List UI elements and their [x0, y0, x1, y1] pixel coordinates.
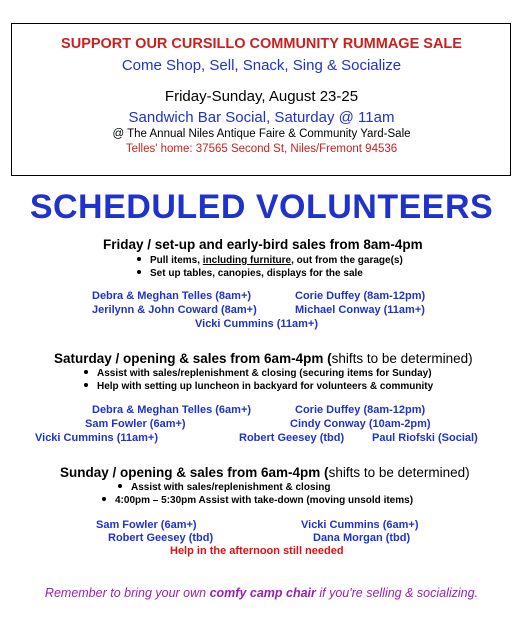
- bullet-text: 4:00pm – 5:30pm Assist with take-down (moving unsold items): [115, 495, 414, 506]
- sale-dates: Friday-Sunday, August 23-25: [164, 88, 359, 105]
- saturday-volunteer: Vicki Cummins (11am+): [35, 432, 158, 444]
- friday-volunteer: Jerilynn & John Coward (8am+): [92, 304, 257, 316]
- saturday-bullet-2: [84, 381, 433, 392]
- sunday-volunteer: Sam Fowler (6am+): [96, 519, 197, 531]
- friday-title: Friday / set-up and early-bird sales from 8am-4pm: [103, 237, 423, 252]
- address-line: Telles' home: 37565 Second St, Niles/Fremont 94536: [125, 143, 398, 155]
- friday-bullet-2: [137, 268, 363, 279]
- bullet-dot: [84, 370, 88, 374]
- saturday-title: [54, 351, 473, 366]
- sunday-volunteer: Robert Geesey (tbd): [108, 532, 214, 544]
- sale-title: SUPPORT OUR CURSILLO COMMUNITY RUMMAGE SALE: [61, 36, 462, 52]
- friday-volunteer: Debra & Meghan Telles (8am+): [92, 290, 252, 302]
- title-main: Sunday / opening & sales from 6am-4pm (: [60, 465, 329, 480]
- footer-text: if you're selling & socializing.: [315, 586, 479, 600]
- saturday-volunteer: Sam Fowler (6am+): [85, 418, 186, 430]
- help-needed-notice: Help in the afternoon still needed: [170, 545, 344, 557]
- saturday-volunteer: Debra & Meghan Telles (6am+): [92, 404, 252, 416]
- title-note: shifts to be determined): [328, 465, 470, 480]
- bullet-dot: [137, 270, 141, 274]
- footer-text: Remember to bring your own: [44, 586, 210, 600]
- bullet-dot: [118, 484, 122, 488]
- venue-line: @ The Annual Niles Antique Faire & Community Yard-Sale: [112, 128, 411, 140]
- sunday-bullet-2: [102, 495, 413, 506]
- social-event: Sandwich Bar Social, Saturday @ 11am: [128, 109, 395, 126]
- volunteers-heading: SCHEDULED VOLUNTEERS: [29, 188, 494, 226]
- bullet-text: Assist with sales/replenishment & closing: [131, 482, 331, 493]
- saturday-volunteer: Corie Duffey (8am-12pm): [295, 404, 426, 416]
- sunday-bullet-1: [118, 482, 331, 493]
- bullet-text: Assist with sales/replenishment & closing (securing items for Sunday): [97, 368, 432, 379]
- title-note: shifts to be determined): [331, 351, 473, 366]
- sunday-title: [60, 465, 470, 480]
- saturday-bullet-1: [84, 368, 432, 379]
- bullet-dot: [84, 383, 88, 387]
- footer-reminder: [0, 586, 523, 600]
- saturday-volunteer: Cindy Conway (10am-2pm): [290, 418, 431, 430]
- friday-bullet-1: [137, 255, 403, 266]
- bullet-dot: [137, 257, 141, 261]
- saturday-volunteer: Robert Geesey (tbd): [239, 432, 345, 444]
- bullet-underlined: including furniture: [202, 255, 292, 266]
- friday-volunteer: Corie Duffey (8am-12pm): [295, 290, 426, 302]
- bullet-text: Set up tables, canopies, displays for the sale: [150, 268, 363, 279]
- saturday-volunteer: Paul Riofski (Social): [372, 432, 478, 444]
- friday-volunteer: Vicki Cummins (11am+): [195, 318, 318, 330]
- sunday-volunteer: Vicki Cummins (6am+): [301, 519, 419, 531]
- sunday-volunteer: Dana Morgan (tbd): [313, 532, 411, 544]
- title-main: Saturday / opening & sales from 6am-4pm (: [54, 351, 332, 366]
- friday-volunteer: Michael Conway (11am+): [295, 304, 425, 316]
- bullet-text: , out from the garage(s): [291, 255, 403, 266]
- bullet-text: Pull items,: [150, 255, 203, 266]
- footer-emphasis: comfy camp chair: [209, 586, 316, 600]
- bullet-text: Help with setting up luncheon in backyard for volunteers & community: [97, 381, 434, 392]
- sale-tagline: Come Shop, Sell, Snack, Sing & Socialize: [121, 57, 402, 74]
- bullet-dot: [102, 497, 106, 501]
